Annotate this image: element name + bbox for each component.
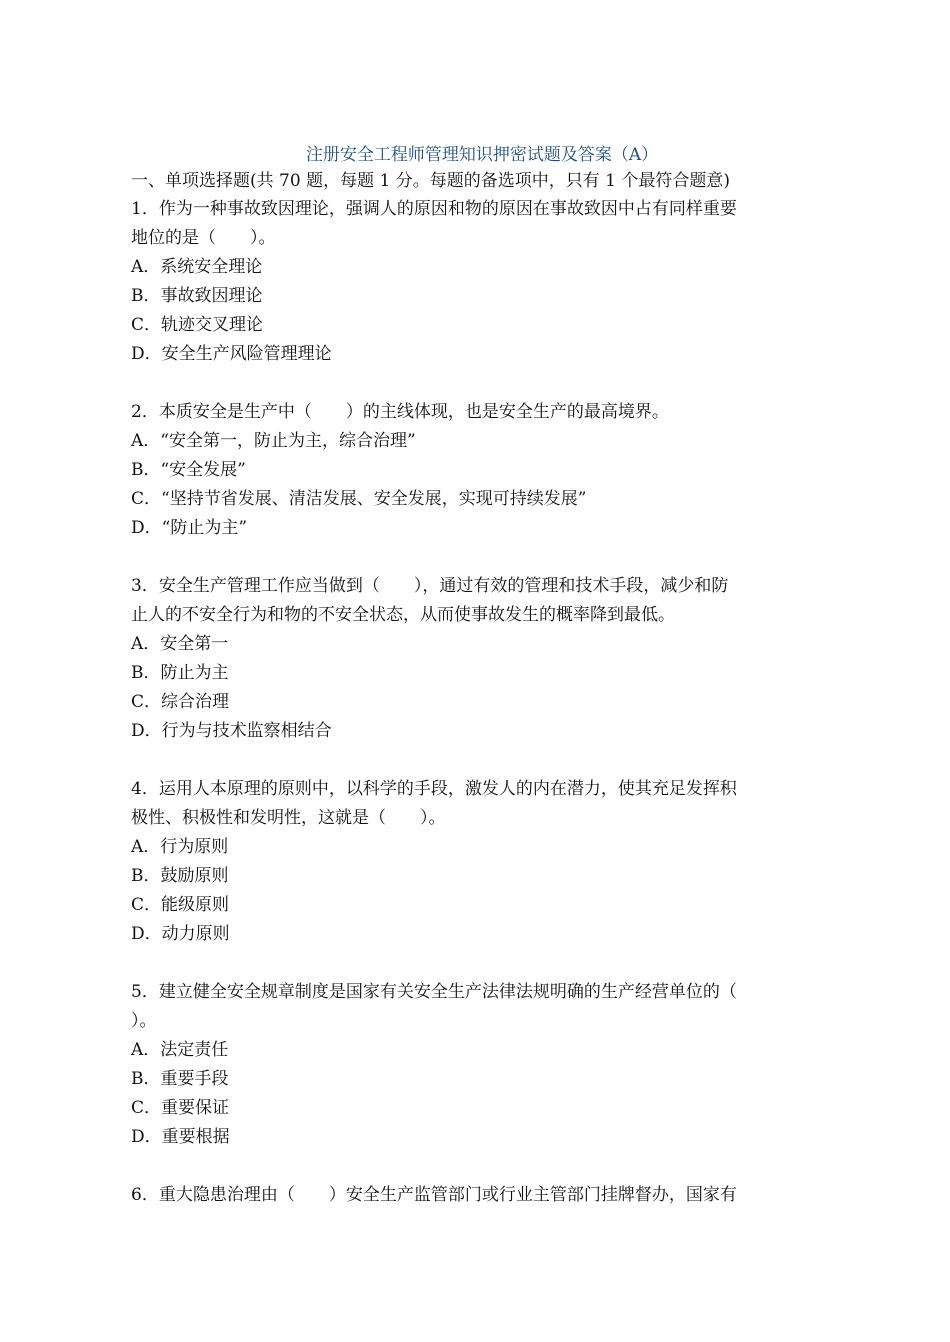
question-5 xyxy=(131,978,821,1152)
option-b: B．事故致因理论 xyxy=(131,286,263,306)
spacer xyxy=(131,746,821,775)
option-d: D．安全生产风险管理理论 xyxy=(131,344,332,364)
option-b: B．“安全发展” xyxy=(131,460,246,480)
option-a: A．“安全第一，防止为主，综合治理” xyxy=(131,431,416,451)
question-stem: ）。 xyxy=(131,1011,157,1031)
option-a: A．法定责任 xyxy=(131,1040,229,1060)
option-c: C．“坚持节省发展、清洁发展、安全发展，实现可持续发展” xyxy=(131,489,587,509)
question-stem: 4．运用人本原理的原则中，以科学的手段，激发人的内在潜力，使其充足发挥积 xyxy=(131,779,737,799)
option-a: A．系统安全理论 xyxy=(131,257,263,277)
question-3 xyxy=(131,572,821,746)
option-c: C．轨迹交叉理论 xyxy=(131,315,264,335)
question-stem: 地位的是（ ）。 xyxy=(131,228,276,248)
question-6 xyxy=(131,1181,821,1210)
spacer xyxy=(131,369,821,398)
question-stem: 3．安全生产管理工作应当做到（ ），通过有效的管理和技术手段，减少和防 xyxy=(131,576,729,596)
spacer xyxy=(131,1152,821,1181)
question-1 xyxy=(131,195,821,369)
document-page xyxy=(131,143,821,1210)
section-heading: 一、单项选择题(共 70 题，每题 1 分。每题的备选项中，只有 1 个最符合题意) xyxy=(131,171,730,191)
option-d: D．重要根据 xyxy=(131,1127,230,1147)
question-4 xyxy=(131,775,821,949)
option-d: D．“防止为主” xyxy=(131,518,248,538)
question-stem: 极性、积极性和发明性，这就是（ ）。 xyxy=(131,808,446,828)
option-b: B．鼓励原则 xyxy=(131,866,229,886)
option-c: C．综合治理 xyxy=(131,692,230,712)
option-d: D．动力原则 xyxy=(131,924,230,944)
question-2 xyxy=(131,398,821,543)
option-a: A．安全第一 xyxy=(131,634,229,654)
spacer xyxy=(131,949,821,978)
document-title: 注册安全工程师管理知识押密试题及答案（A） xyxy=(305,145,659,165)
option-c: C．能级原则 xyxy=(131,895,230,915)
question-stem: 6．重大隐患治理由（ ）安全生产监管部门或行业主管部门挂牌督办，国家有 xyxy=(131,1185,737,1205)
option-d: D．行为与技术监察相结合 xyxy=(131,721,332,741)
question-stem: 1．作为一种事故致因理论，强调人的原因和物的原因在事故致因中占有同样重要 xyxy=(131,199,737,219)
question-stem: 止人的不安全行为和物的不安全状态，从而使事故发生的概率降到最低。 xyxy=(131,605,675,625)
option-c: C．重要保证 xyxy=(131,1098,230,1118)
option-b: B．重要手段 xyxy=(131,1069,229,1089)
question-stem: 5．建立健全安全规章制度是国家有关安全生产法律法规明确的生产经营单位的（ xyxy=(131,982,737,1002)
option-b: B．防止为主 xyxy=(131,663,229,683)
option-a: A．行为原则 xyxy=(131,837,229,857)
question-stem: 2．本质安全是生产中（ ）的主线体现，也是安全生产的最高境界。 xyxy=(131,402,669,422)
spacer xyxy=(131,543,821,572)
